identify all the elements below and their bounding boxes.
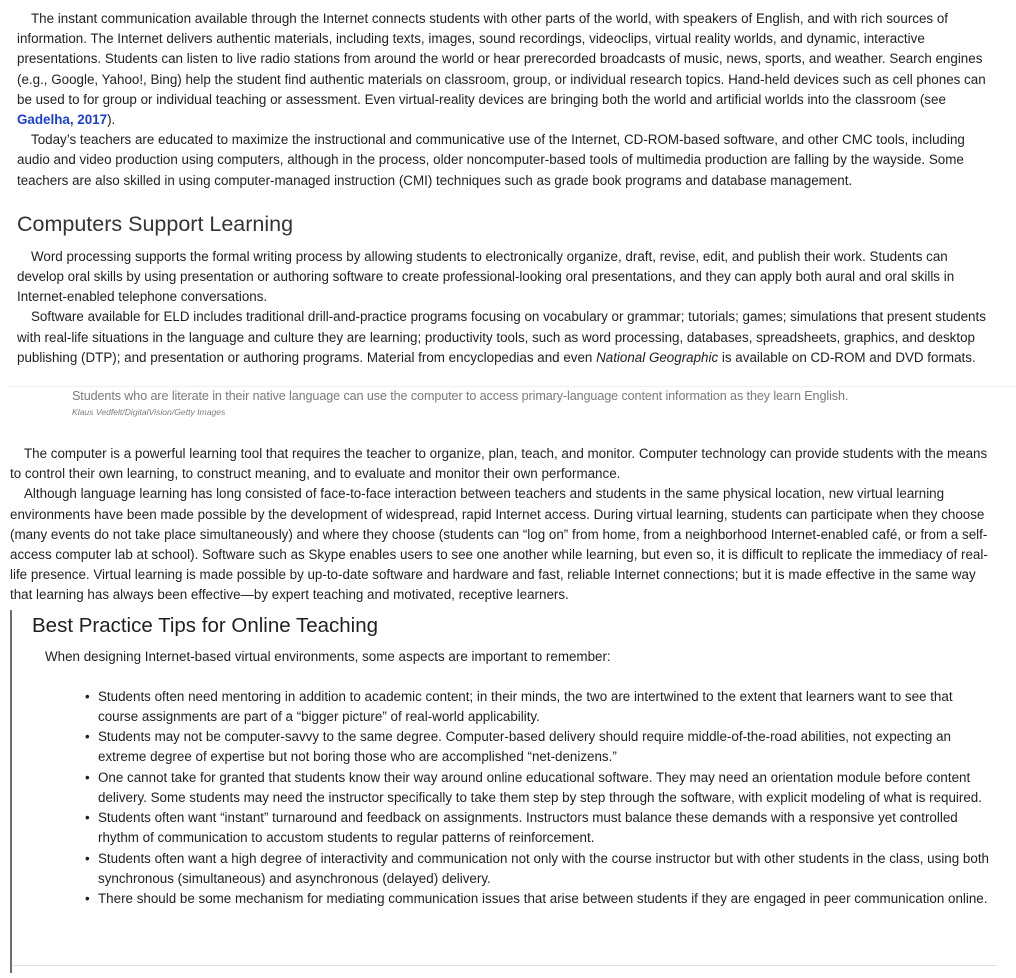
bullet-icon: •: [85, 890, 90, 906]
list-item: [85, 889, 996, 909]
list-item: [85, 768, 996, 808]
figure-credit: Klaus Vedfelt/DigitalVision/Getty Images: [72, 407, 226, 418]
paragraph-text: Software available for ELD includes traditional drill-and-practice programs focusing on vocabulary or grammar; tutorials; games; simulations that present students with real-life situations in the language and culture they are learning; productivity tools, such as word processing, databases, spreadsheets, graphics, and desktop publishing (DTP); and presentation or authoring programs. Material from encyclopedias and even: [17, 309, 986, 365]
list-item-text: Students often want “instant” turnaround and feedback on assignments. Instructors must balance these demands with a responsive yet controlled rhythm of communication to accustom students to regular patterns of reinforcement.: [98, 810, 958, 846]
tips-list: [32, 687, 1010, 909]
list-item-text: Students often want a high degree of interactivity and communication not only with the course instructor but with other students in the class, using both synchronous (simultaneous) and asynchronous (delayed) delivery.: [98, 850, 989, 886]
paragraph: Word processing supports the formal writing process by allowing students to electronically organize, draft, revise, edit, and publish their work. Students can develop oral skills by using presentation or authoring software to create professional-looking oral presentations, and they can apply both aural and oral skills in Internet-enabled telephone conversations.: [17, 248, 955, 305]
paragraph-text: ).: [107, 112, 116, 128]
list-item: [85, 808, 996, 848]
list-item-text: Students often need mentoring in addition to academic content; in their minds, the two are intertwined to the extent that learners want to see that course assignments are part of a “bigger picture” of real-world applicability.: [98, 688, 953, 725]
divider: [12, 965, 997, 966]
figure: [8, 386, 1016, 437]
list-item-text: Students may not be computer-savvy to the same degree. Computer-based delivery should require middle-of-the-road abilities, not expecting an extreme degree of expertise but not boring those who are accomplished “net-denizens.”: [98, 729, 951, 765]
paragraph-text: The instant communication available through the Internet connects students with other parts of the world, with speakers of English, and with rich sources of information. The Internet delivers authentic materials, including texts, images, sound recordings, videoclips, virtual reality worlds, and dynamic, interactive presentations. Students can listen to live radio stations from around the world or hear prerecorded broadcasts of music, news, sports, and weather. Search engines (e.g., Google, Yahoo!, Bing) help the student find authentic materials on classroom, group, or individual research topics. Hand-held devices such as cell phones can be used to for group or individual teaching or assessment. Even virtual-reality devices are bringing both the world and artificial worlds into the classroom (see: [17, 11, 986, 107]
tips-title: Best Practice Tips for Online Teaching: [32, 613, 379, 637]
list-item-text: There should be some mechanism for mediating communication issues that arise between students if they are engaged in peer communication online.: [98, 890, 988, 906]
bullet-icon: •: [85, 729, 90, 745]
citation-link-gadelha[interactable]: Gadelha, 2017: [17, 112, 108, 128]
list-item: [85, 849, 996, 889]
list-item: [85, 727, 996, 767]
tips-box: [10, 610, 1010, 973]
bullet-icon: •: [85, 688, 90, 704]
bullet-icon: •: [85, 850, 90, 866]
bullet-icon: •: [85, 769, 90, 785]
paragraph-text: is available on CD-ROM and DVD formats.: [718, 349, 976, 365]
italic-title: National Geographic: [596, 349, 719, 365]
tips-intro: When designing Internet-based virtual environments, some aspects are important to remember:: [45, 648, 611, 664]
body-section: [0, 437, 1016, 606]
intro-section: [0, 0, 1016, 368]
paragraph: Although language learning has long consisted of face-to-face interaction between teachers and students in the same physical location, new virtual learning environments have been made possible by the development of widespread, rapid Internet access. During virtual learning, students can participate when they choose (many events do not take place simultaneously) and where they choose (students can “log on” from home, from a neighborhood Internet-enabled café, or from a self-access computer lab at school). Software such as Skype enables users to see one another while learning, but even so, it is difficult to replicate the immediacy of real-life presence. Virtual learning is made possible by up-to-date software and hardware and fast, reliable Internet connections; but it is made effective in the same way that learning has always been effective—by expert teaching and motivated, receptive learners.: [10, 486, 988, 603]
list-item-text: One cannot take for granted that students know their way around online educational software. They may need an orientation module before content delivery. Some students may need the instructor specifically to take them step by step through the software, with explicit modeling of what is required.: [98, 769, 982, 805]
section-heading: Computers Support Learning: [17, 211, 294, 236]
paragraph: Today’s teachers are educated to maximize the instructional and communicative use of the Internet, CD-ROM-based software, and other CMC tools, including audio and video production using computers, although in the process, older noncomputer-based tools of multimedia production are falling by the wayside. Some teachers are also skilled in using computer-managed instruction (CMI) techniques such as grade book programs and database management.: [17, 132, 965, 188]
figure-caption: Students who are literate in their native language can use the computer to access primary-language content information as they learn English.: [72, 389, 849, 404]
paragraph: [17, 9, 998, 130]
list-item: [85, 687, 996, 727]
paragraph: [17, 307, 998, 368]
paragraph: The computer is a powerful learning tool that requires the teacher to organize, plan, teach, and monitor. Computer technology can provide students with the means to control their own learning, to construct meaning, and to evaluate and monitor their own performance.: [10, 446, 988, 482]
bullet-icon: •: [85, 810, 90, 826]
